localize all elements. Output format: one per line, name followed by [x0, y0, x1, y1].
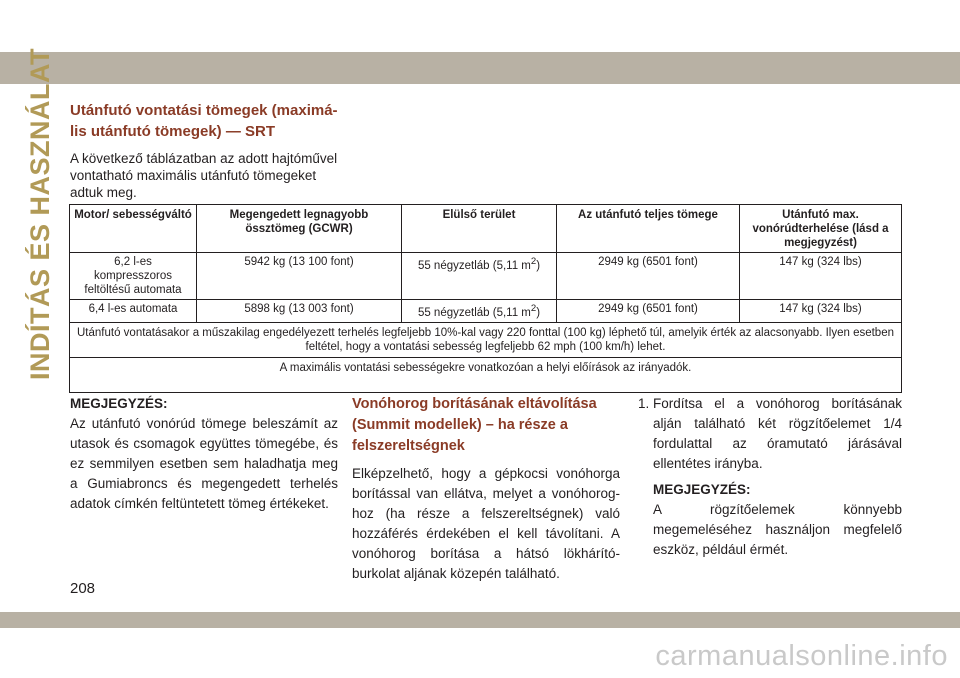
cell-engine: 6,4 l-es automata [70, 300, 197, 323]
area-close: ) [536, 259, 541, 272]
cell-gcwr: 5942 kg (13 100 font) [197, 253, 402, 300]
table-note-overload: Utánfutó vontatásakor a műszakilag engedélyezett terhelés legfeljebb 10%-kal vagy 220 fonttal (100 kg) léphető túl, amelyik érték az alacsonyabb. Ilyen esetben feltétel, hogy a vontatási sebesség legfeljebb 62 mph (100 km/h) lehet. [70, 322, 902, 357]
header-frontal-area: Elülső terület [402, 205, 557, 253]
cell-frontal-area [402, 253, 557, 300]
header-tongue-weight: Utánfutó max. vonórúdterhelése (lásd a megjegyzést) [740, 205, 902, 253]
header-trailer-weight: Az utánfutó teljes tömege [557, 205, 740, 253]
table-header-row [70, 205, 902, 253]
section-tab: INDÍTÁS ÉS HASZNÁLAT [25, 48, 55, 380]
header-engine: Motor/ sebességváltó [70, 205, 197, 253]
watermark: carmanualsonline.info [655, 640, 948, 672]
cell-gcwr: 5898 kg (13 003 font) [197, 300, 402, 323]
footer-bar [0, 612, 960, 628]
hitch-cover-column [352, 394, 620, 584]
area-exponent: 2 [530, 256, 537, 267]
step-note-text: A rögzítőelemek könnyebb megemeléséhez használjon megfelelő eszköz, például érmét. [653, 502, 902, 557]
area-text: 55 négyzetláb (5,11 m [417, 259, 531, 272]
step-note [653, 480, 902, 560]
cell-tongue-weight: 147 kg (324 lbs) [740, 300, 902, 323]
section-heading [70, 100, 350, 142]
towing-table [69, 204, 902, 393]
hitch-cover-heading: Vonóhorog borításának eltávolítása (Summit modellek) – ha része a felszereltségnek [352, 396, 597, 454]
cell-trailer-weight: 2949 kg (6501 font) [557, 300, 740, 323]
note-title: MEGJEGYZÉS: [70, 396, 168, 411]
cell-frontal-area [402, 300, 557, 323]
header-bar [0, 52, 960, 84]
table-note-row [70, 357, 902, 392]
table-note-row [70, 322, 902, 357]
note-text: Az utánfutó vonórúd tömege beleszámít az utasok és csomagok együttes tömegébe, és ez semmilyen esetben sem haladhatja meg a Gumiabroncs és megengedett terhelés adatok címkén feltüntetett tömeg értékeket. [70, 416, 338, 511]
step-note-title: MEGJEGYZÉS: [653, 482, 751, 497]
heading-line-1: Utánfutó vontatási tömegek (maximá- [70, 102, 338, 119]
header-gcwr: Megengedett legnagyobb össztömeg (GCWR) [197, 205, 402, 253]
page-number: 208 [70, 580, 96, 597]
area-close: ) [536, 306, 541, 319]
steps-column [638, 394, 902, 560]
cell-trailer-weight: 2949 kg (6501 font) [557, 253, 740, 300]
area-text: 55 négyzetláb (5,11 m [417, 306, 531, 319]
hitch-cover-text: Elképzelhető, hogy a gépkocsi vonóhorga borítással van ellátva, melyet a vonóhorog-hoz (ha része a felszereltségnek) való hozzáférés érdekében el kell távolítani. A vonóhorog borítása a hátsó lökhárító-burkolat aljának közepén található. [352, 466, 620, 581]
table-row [70, 253, 902, 300]
step-number: 1. [638, 396, 650, 411]
table-row [70, 300, 902, 323]
intro-paragraph: A következő táblázatban az adott hajtóművel vontatható maximális utánfutó tömegeket adtuk meg. [70, 151, 338, 200]
note-column [70, 394, 338, 514]
step-text: Fordítsa el a vonóhorog borításának alján található két rögzítőelemet 1/4 fordulattal az óramutató járásával ellentétes irányba. [653, 396, 902, 471]
heading-line-2: lis utánfutó tömegek) — SRT [70, 123, 276, 140]
cell-engine: 6,2 l-es kompresszoros feltöltésű automata [70, 253, 197, 300]
area-exponent: 2 [530, 303, 537, 314]
table-note-speed: A maximális vontatási sebességekre vonatkozóan a helyi előírások az irányadók. [70, 357, 902, 392]
cell-tongue-weight: 147 kg (324 lbs) [740, 253, 902, 300]
